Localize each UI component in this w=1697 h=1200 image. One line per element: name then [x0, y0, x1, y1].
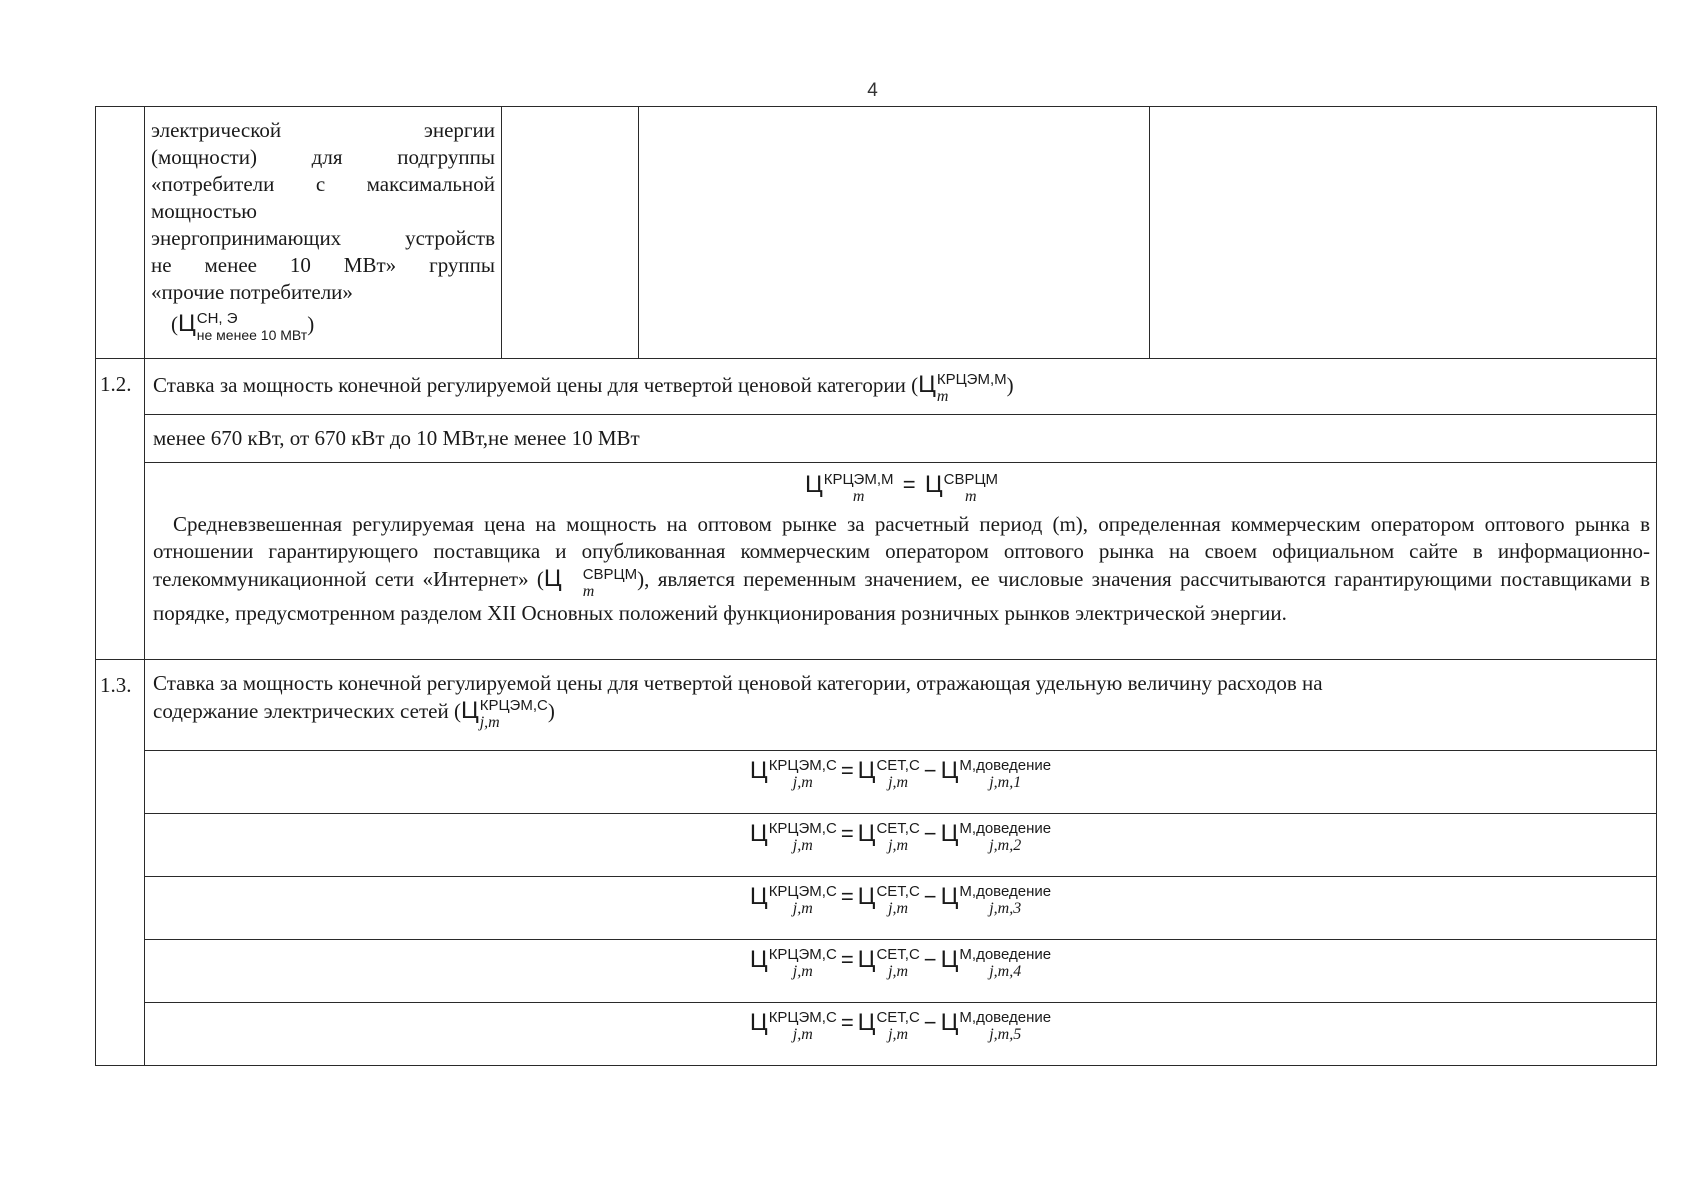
intro-line: электрической энергии — [151, 118, 495, 142]
formula-3: Ц КРЦЭМ,С j,m = Ц СЕТ,С j,m − Ц М,доведение j,m,3 — [145, 877, 1657, 940]
formula-2: Ц КРЦЭМ,С j,m = Ц СЕТ,С j,m − Ц М,доведение j,m,2 — [145, 814, 1657, 877]
formula-1: Ц КРЦЭМ,С j,m = Ц СЕТ,С j,m − Ц М,доведение j,m,1 — [145, 751, 1657, 814]
section-1-2-formula: Ц КРЦЭМ,М m = Ц СВРЦМ m — [804, 471, 999, 506]
intro-description-cell — [145, 107, 502, 359]
intro-number-cell — [96, 107, 145, 359]
intro-line: (мощности) для подгруппы — [151, 145, 495, 169]
section-1-2-groups-row — [96, 415, 1657, 463]
section-1-3-formula-row-1 — [96, 751, 1657, 814]
section-1-2-number: 1.2. — [96, 359, 145, 660]
intro-empty-cell-1 — [502, 107, 639, 359]
intro-line: «прочие потребители» — [151, 280, 353, 304]
section-1-3-formula-row-4 — [96, 940, 1657, 1003]
section-1-3-number: 1.3. — [96, 660, 145, 1066]
intro-empty-cell-2 — [639, 107, 1150, 359]
section-1-3-formula-row-5 — [96, 1003, 1657, 1066]
tariff-table — [95, 106, 1657, 1066]
formula-5: Ц КРЦЭМ,С j,m = Ц СЕТ,С j,m − Ц М,доведение j,m,5 — [145, 1003, 1657, 1066]
section-1-2-description: Средневзвешенная регулируемая цена на мощность на оптовом рынке за расчетный период (m), определенная коммерческим оператором оптового рынка в отношении гарантирующего поставщика и опубликованная коммерческим оператором оптового рынка на своем официальном сайте в информационно-телекоммуникационной сети «Интернет» (Ц СВРЦМ m ), является переменным значением, ее числовые значения рассчитываются гарантирующими поставщиками в порядке, предусмотренном разделом XII Основных положений функционирования розничных рынков электрической энергии. — [153, 512, 1651, 625]
intro-row — [96, 107, 1657, 359]
section-1-3-title: Ставка за мощность конечной регулируемой цены для четвертой ценовой категории, отражающая удельную величину расходов на содержание электрических сетей (Ц КРЦЭМ,С j,m ) — [145, 660, 1657, 751]
page-number: 4 — [867, 80, 878, 101]
section-1-3-title-row — [96, 660, 1657, 751]
intro-line: «потребители с максимальной — [151, 172, 495, 196]
intro-line: мощностью — [151, 199, 257, 223]
intro-lines — [151, 117, 495, 306]
section-1-2-formula-cell — [145, 463, 1657, 660]
intro-empty-cell-3 — [1150, 107, 1657, 359]
intro-line: не менее 10 МВт» группы — [151, 253, 495, 277]
section-1-2-groups: менее 670 кВт, от 670 кВт до 10 МВт,не менее 10 МВт — [145, 415, 1657, 463]
section-1-3-formula-row-2 — [96, 814, 1657, 877]
section-1-3-formula-row-3 — [96, 877, 1657, 940]
intro-line: энергопринимающих устройств — [151, 226, 495, 250]
intro-symbol: (Ц СН, Э не менее 10 МВт ) — [171, 310, 315, 344]
formula-4: Ц КРЦЭМ,С j,m = Ц СЕТ,С j,m − Ц М,доведение j,m,4 — [145, 940, 1657, 1003]
section-1-2-title-row — [96, 359, 1657, 415]
section-1-2-formula-row — [96, 463, 1657, 660]
section-1-2-title: Ставка за мощность конечной регулируемой цены для четвертой ценовой категории (Ц КРЦЭМ,М m ) — [145, 359, 1657, 415]
